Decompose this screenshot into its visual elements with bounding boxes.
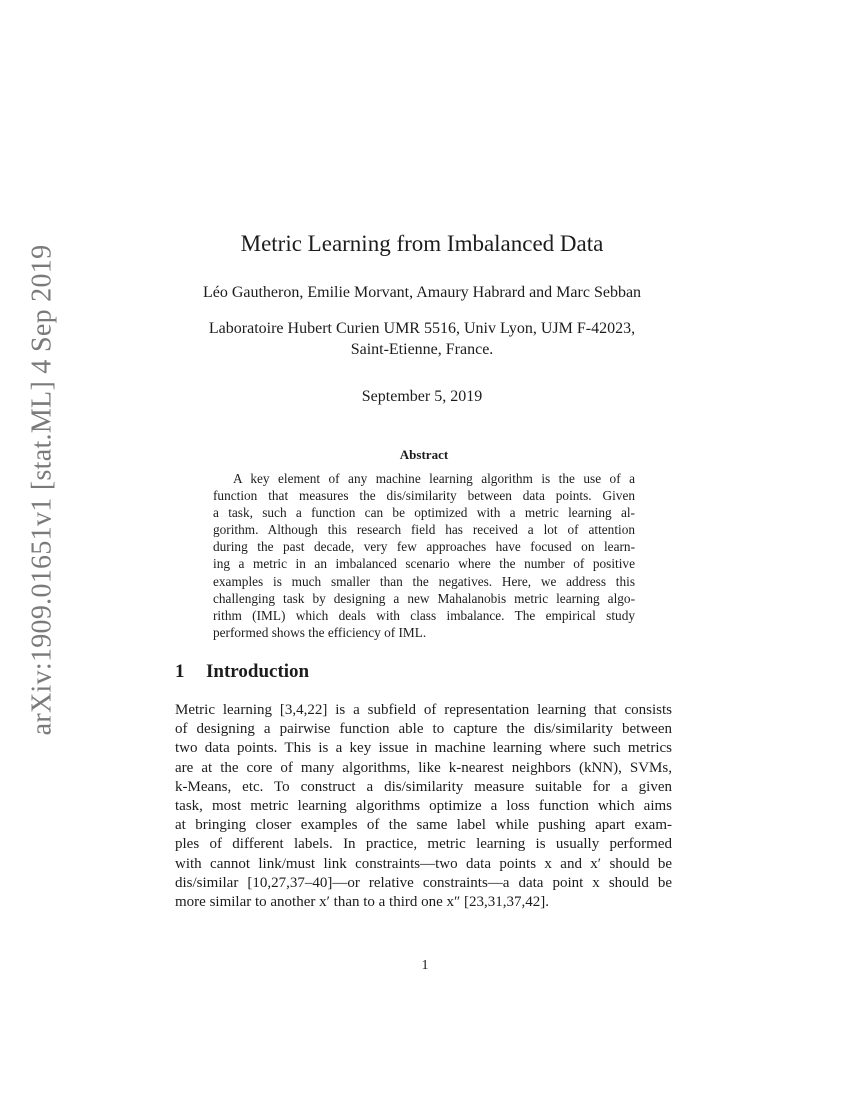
introduction-body [175, 701, 672, 912]
body-line: ples of different labels. In practice, metric learning is usually performed [175, 836, 672, 853]
body-line: two data points. This is a key issue in machine learning where such metrics [175, 740, 672, 757]
body-line: are at the core of many algorithms, like k-nearest neighbors (kNN), SVMs, [175, 759, 672, 776]
abstract-line: rithm (IML) which deals with class imbalance. The empirical study [213, 607, 635, 623]
arxiv-sidebar-stamp [20, 244, 64, 736]
section-title: Introduction [206, 661, 310, 682]
arxiv-identifier: arXiv:1909.01651v1 [stat.ML] 4 Sep 2019 [26, 244, 58, 736]
abstract-heading: Abstract [399, 447, 449, 462]
paper-title: Metric Learning from Imbalanced Data [240, 231, 604, 256]
abstract-line: function that measures the dis/similarity between data points. Given [213, 488, 635, 504]
section-heading-introduction [175, 661, 309, 683]
body-line: with cannot link/must link constraints—two data points x and x′ should be [175, 855, 672, 872]
abstract-body [213, 470, 635, 641]
body-line: dis/similar [10,27,37–40]—or relative constraints—a data point x should be [175, 874, 672, 891]
abstract-line: a task, such a function can be optimized with a metric learning al- [213, 505, 635, 521]
abstract-line: performed shows the efficiency of IML. [213, 624, 427, 640]
body-line: task, most metric learning algorithms optimize a loss function which aims [175, 798, 672, 815]
author-list: Léo Gautheron, Emilie Morvant, Amaury Habrard and Marc Sebban [202, 284, 642, 301]
affiliation-line: Saint-Etienne, France. [350, 341, 494, 358]
abstract-line: during the past decade, very few approaches have focused on learn- [213, 539, 635, 555]
body-line: Metric learning [3,4,22] is a subfield of representation learning that consists [175, 702, 672, 718]
abstract-line: examples is much smaller than the negatives. Here, we address this [213, 573, 635, 589]
page-number: 1 [421, 958, 429, 973]
abstract-line: A key element of any machine learning algorithm is the use of a [233, 471, 635, 486]
abstract-line: gorithm. Although this research field has received a lot of attention [213, 522, 635, 538]
body-line: at bringing closer examples of the same label while pushing apart exam- [175, 817, 672, 834]
affiliation-line: Laboratoire Hubert Curien UMR 5516, Univ Lyon, UJM F-42023, [208, 320, 636, 337]
body-line: more similar to another x′ than to a third one x″ [23,31,37,42]. [175, 894, 550, 911]
paper-date: September 5, 2019 [361, 388, 483, 405]
body-line: k-Means, etc. To construct a dis/similarity measure suitable for a given [175, 778, 672, 795]
section-number: 1 [175, 661, 185, 682]
affiliation [172, 318, 672, 360]
body-line: of designing a pairwise function able to capture the dis/similarity between [175, 721, 672, 738]
abstract-line: ing a metric in an imbalanced scenario where the number of positive [213, 556, 635, 572]
abstract-line: challenging task by designing a new Mahalanobis metric learning algo- [213, 590, 635, 606]
